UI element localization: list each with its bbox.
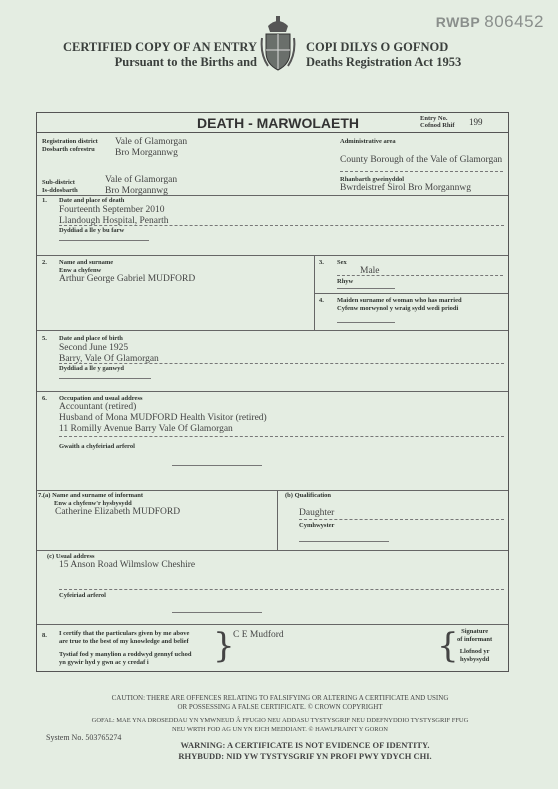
birth-date-place-value: Second June 1925 Barry, Vale Of Glamorgan <box>59 343 159 364</box>
underline <box>59 240 149 241</box>
field-number: 2. <box>42 259 47 266</box>
name-value: Arthur George Gabriel MUDFORD <box>59 274 196 284</box>
maiden-name-label: Maiden surname of woman who has married Cyfenw morwynol y wraig sydd wedi priodi <box>337 297 462 312</box>
divider <box>59 436 504 437</box>
underline <box>172 612 262 613</box>
admin-area-label: Administrative area <box>340 138 396 145</box>
divider <box>59 225 504 226</box>
entry-label: Entry No. Cofnod Rhif <box>420 115 455 129</box>
informant-name-label: 7.(a) Name and surname of informant Enw a chyfenw'r hysbysydd <box>38 492 144 507</box>
divider <box>337 275 503 276</box>
name-label: Name and surname Enw a chyfenw <box>59 259 114 274</box>
usual-address-label: (c) Usual address <box>47 553 95 560</box>
certificate-title: DEATH - MARWOLAETH <box>197 115 360 131</box>
occupation-label: Occupation and usual address <box>59 395 143 402</box>
header-title-cy: COPI DILYS O GOFNOD <box>306 40 449 54</box>
underline <box>172 465 262 466</box>
divider <box>59 589 504 590</box>
divider <box>340 171 503 172</box>
sub-district-value: Vale of Glamorgan Bro Morgannwg <box>105 175 178 196</box>
certify-statement-cy: Tystiaf fod y manylion a roddwyd gennyf uchod yn gywir hyd y gwn ac y credaf i <box>59 651 192 666</box>
divider <box>37 330 508 331</box>
usual-address-label-cy: Cyfeiriad arferol <box>59 592 106 599</box>
underline <box>299 541 389 542</box>
district-value: Vale of Glamorgan Bro Morgannwg <box>115 137 188 158</box>
usual-address-value: 15 Anson Road Wilmslow Cheshire <box>59 560 196 570</box>
sub-district-label: Sub-district Is-ddosbarth <box>42 179 78 194</box>
rhanbarth-label: Rhanbarth gweinyddol <box>340 176 405 183</box>
district-label: Registration district Dosbarth cofrestru <box>42 138 98 153</box>
sex-label: Sex <box>337 259 347 266</box>
header-english <box>52 40 257 70</box>
signature-label: Signature of informant Llofnod yr hysbysydd <box>457 628 493 663</box>
rhanbarth-value: Bwrdeistref Sirol Bro Morgannwg <box>340 183 471 193</box>
field-number: 8. <box>42 632 47 639</box>
informant-signature: C E Mudford <box>233 630 284 640</box>
qualification-label: (b) Qualification <box>285 492 332 499</box>
death-date-place-label: Date and place of death <box>59 197 125 204</box>
serial-number: RWBP 806452 <box>435 12 544 31</box>
header-subtitle-en: Pursuant to the Births and <box>114 55 257 69</box>
divider <box>37 195 508 196</box>
divider <box>59 363 504 364</box>
caution-en: CAUTION: THERE ARE OFFENCES RELATING TO FALSIFYING OR ALTERING A CERTIFICATE AND USING OR POSSESSING A FALSE CERTIFICATE. © CROWN COPYRIGHT <box>111 694 449 711</box>
divider <box>37 550 508 551</box>
qualification-value: Daughter <box>299 508 335 518</box>
header-welsh <box>306 40 526 70</box>
informant-name-value: Catherine Elizabeth MUDFORD <box>55 507 181 517</box>
occupation-label-cy: Gwaith a chyfeiriad arferol <box>59 443 135 450</box>
death-date-place-value: Fourteenth September 2010 Llandough Hospital, Penarth <box>59 205 169 226</box>
admin-area-value: County Borough of the Vale of Glamorgan <box>340 155 503 165</box>
underline <box>337 288 395 289</box>
occupation-value: Accountant (retired) Husband of Mona MUDFORD Health Visitor (retired) 11 Romilly Avenue Barry Vale Of Glamorgan <box>59 402 267 434</box>
brace-icon: { <box>437 626 459 666</box>
underline <box>337 322 395 323</box>
death-date-place-label-cy: Dyddiad a lle y bu farw <box>59 227 125 234</box>
divider <box>37 391 508 392</box>
certify-statement-en: I certify that the particulars given by me above are true to the best of my knowledge and belief <box>59 630 190 645</box>
field-number: 4. <box>319 297 324 304</box>
birth-date-place-label: Date and place of birth <box>59 335 123 342</box>
field-number: 5. <box>42 335 47 342</box>
sex-label-cy: Rhyw <box>337 278 354 285</box>
birth-date-place-label-cy: Dyddiad a lle y ganwyd <box>59 365 125 372</box>
header-subtitle-cy: Deaths Registration Act 1953 <box>306 55 462 69</box>
certificate-form <box>36 112 509 672</box>
entry-number: 199 <box>469 117 483 127</box>
system-number: System No. 503765274 <box>46 733 122 742</box>
header-title-en: CERTIFIED COPY OF AN ENTRY <box>62 40 257 54</box>
qualification-label-cy: Cymhwyster <box>299 522 335 529</box>
field-number: 6. <box>42 395 47 402</box>
caution-cy: GOFAL: MAE YNA DROSEDDAU YN YMWNEUD Â FFUGIO NEU ADDASU TYSTYSGRIF NEU DDEFNYDDIO TYSTYSGRIF FFUG NEU WRTH FOD AG UN YN EICH MEDDIANT. © HAWLFRAINT Y GORON <box>91 717 469 733</box>
divider <box>277 490 278 550</box>
divider <box>314 293 508 294</box>
underline <box>59 378 151 379</box>
field-number: 3. <box>319 259 324 266</box>
brace-icon: } <box>213 626 235 666</box>
field-number: 1. <box>42 197 47 204</box>
identity-warning: WARNING: A CERTIFICATE IS NOT EVIDENCE OF IDENTITY. RHYBUDD: NID YW TYSTYSGRIF YN PROFI PWY YDYCH CHI. <box>178 740 432 761</box>
certificate-title-bar <box>37 113 508 133</box>
divider <box>299 519 504 520</box>
sex-value: Male <box>360 266 380 276</box>
royal-crest-icon <box>260 14 296 74</box>
divider <box>37 490 508 491</box>
divider <box>37 624 508 625</box>
divider <box>37 255 508 256</box>
